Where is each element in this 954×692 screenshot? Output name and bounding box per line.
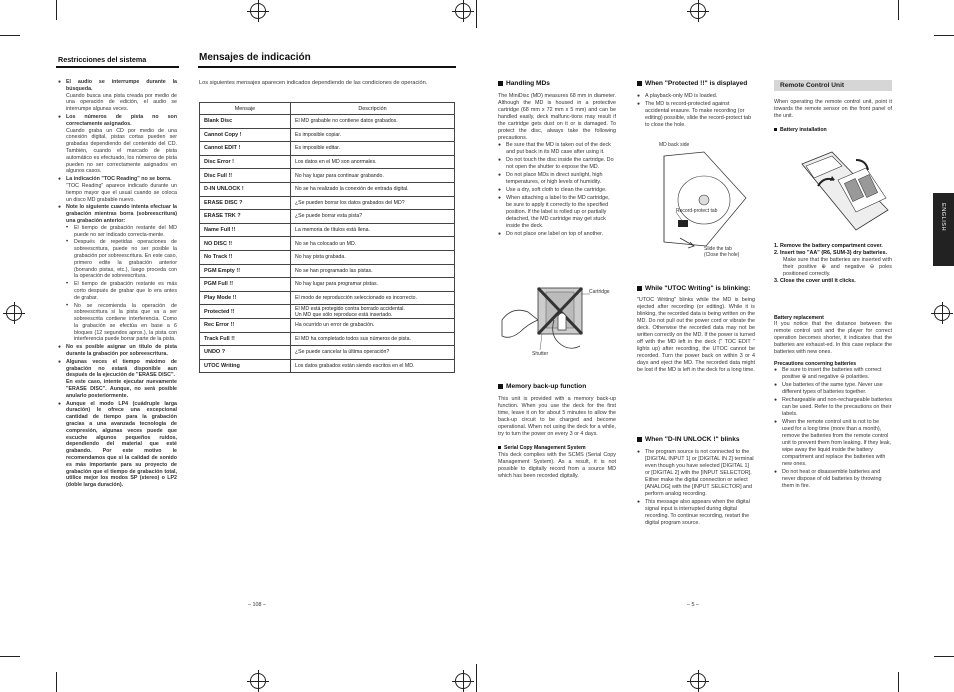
description-cell: El MD ha completado todos sus números de pista.	[291, 332, 455, 346]
backup-title: Memory back-up function	[498, 383, 616, 390]
restrictions-column	[58, 79, 177, 490]
description-cell: Es imposible editar.	[291, 142, 455, 156]
registration-mark	[934, 305, 950, 321]
registration-mark	[690, 673, 706, 689]
crop-mark	[898, 0, 899, 20]
backup-text: This unit is provided with a memory back-up function. When you use the deck for the first time, leave it on for about 5 minutes to allow the back-up circuit to be charged and become operational. When not using the deck for a while, try to turn the power on every 3 or 4 days.	[498, 396, 616, 437]
table-row	[200, 128, 455, 142]
table-row	[200, 196, 455, 210]
description-cell: Los datos grabados están siendo escritos en el MD.	[291, 359, 455, 373]
description-cell: ¿Se puede cancelar la última operación?	[291, 346, 455, 360]
message-cell: D-IN UNLOCK !	[200, 182, 291, 196]
md-handling-figure	[498, 280, 618, 362]
utoc-text: "UTOC Writing" blinks while the MD is being ejected after recording (or editing). While it is blinking, the recorded data is being written on the MD. Do not pull out the power cord or vibrate the deck. Otherwise the recorded data may not be written correctly on the MD. If the power is turned off with the MD left in the deck (" TOC EDIT " lights up) after recording, the UTOC cannot be recorded. Turn the power back on within 3 or 4 days and eject the MD. The recorded data might be lost if the MD is left in the deck for a long time.	[637, 297, 755, 373]
message-cell: Rec Error !!	[200, 318, 291, 332]
table-row	[200, 237, 455, 251]
install-step: 2. Insert two "AA" (R6, SUM-3) dry batteries.	[774, 250, 887, 256]
description-cell: Los datos en el MD son anormales.	[291, 155, 455, 169]
protected-list	[637, 93, 755, 129]
description-cell: No se han programado las pistas.	[291, 264, 455, 278]
table-row	[200, 305, 455, 319]
overwrite-item: • El tiempo de grabación restante del MD puede no ser indicado correcta-mente.	[66, 225, 177, 239]
table-row	[200, 332, 455, 346]
protected-section	[637, 80, 755, 130]
message-cell: ERASE TRK ?	[200, 210, 291, 224]
table-row	[200, 291, 455, 305]
list-item: ● When the remote control unit is not to be used for a long time (more than a month), remove the batteries from the remote control unit to prevent them from leaking. If they leak, wipe away the liquid inside the battery compartment and replace the batteries with new ones.	[774, 419, 892, 468]
table-header: Descripción	[291, 103, 455, 115]
precautions-list	[774, 367, 892, 490]
protected-title: When "Protected !!" is displayed	[637, 80, 755, 87]
dinunlock-title: When "D-IN UNLOCK !" blinks	[637, 436, 755, 443]
handling-list	[498, 142, 616, 238]
replacement-section	[774, 315, 892, 491]
table-header: Mensaje	[200, 103, 291, 115]
table-row	[200, 250, 455, 264]
description-cell: No se ha colocado un MD.	[291, 237, 455, 251]
registration-mark	[6, 305, 22, 321]
message-cell: Play Mode !!	[200, 291, 291, 305]
overwrite-item: • El tiempo de grabación restante es más corto después de grabar que lo era antes de grabar.	[66, 281, 177, 301]
intro-text: Los siguientes mensajes aparecen indicados dependiendo de las condiciones de operación.	[199, 80, 428, 86]
table-row	[200, 115, 455, 129]
dinunlock-section	[637, 436, 755, 528]
message-cell: PGM Empty !!	[200, 264, 291, 278]
list-item: ● Do not heat or disassemble batteries and never dispose of old batteries by throwing them in fire.	[774, 469, 892, 490]
crop-mark	[934, 656, 954, 657]
list-item: ● Use batteries of the same type. Never use different types of batteries together.	[774, 382, 892, 396]
scms-text: This deck complies with the SCMS (Serial Copy Management System). As a result, it is not possible to digitally record from a source MD which has been recorded digitally.	[498, 452, 616, 479]
list-item: ● A playback-only MD is loaded.	[637, 93, 755, 100]
message-cell: Cannot Copy !	[200, 128, 291, 142]
message-cell: ERASE DISC ?	[200, 196, 291, 210]
description-cell: El MD está protegido contra borrado accidental. Un MD que sólo reproduce está insertado.	[291, 305, 455, 319]
md-back-figure	[656, 142, 756, 264]
handling-intro: The MiniDisc (MD) measures 68 mm in diameter. Although the MD is housed in a protective cartridge (68 mm x 72 mm x 5 mm) and can be handled easily, deck malfunc-tions may result if the cartridge gets dust on it or is damaged. To protect the disc, always take the following precautions.	[498, 93, 616, 141]
list-item: ● Do not touch the disc inside the cartridge. Do not open the shutter to expose the MD.	[498, 157, 616, 171]
overwrite-item: • No se recomienda la operación de sobreescritura si la pista que va a ser sobreescrita contiene interferencia. Como la grabación se efectúa en base a 6 bloques (12 segundos aprox.), la pista con interferencia puede borrar parte de la pista.	[66, 303, 177, 344]
remote-section	[774, 80, 892, 133]
install-step-note: Make sure that the batteries are inserted with their positive ⊕ and negative ⊖ poles positioned correctly.	[783, 257, 892, 277]
description-cell: El modo de reproducción seleccionado es incorrecto.	[291, 291, 455, 305]
dinunlock-list	[637, 449, 755, 527]
table-row	[200, 142, 455, 156]
description-cell: La memoria de títulos está llena.	[291, 223, 455, 237]
description-cell: No hay lugar para programar pistas.	[291, 278, 455, 292]
table-row	[200, 155, 455, 169]
remote-intro: When operating the remote control unit, point it towards the remote sensor on the front panel of the unit.	[774, 99, 892, 119]
crop-mark	[0, 656, 20, 657]
table-row	[200, 169, 455, 183]
restriction-item: ● Note lo siguiente cuando intenta efectuar la grabación mientras borra (sobreescritura) una grabación anterior: • El tiempo de grabación restante del MD puede no ser indicado correcta-mente. • Después de repetidas operaciones de sobreescritura, puede no ser posible la grabación por sobreescritura. En este caso, primero edite la grabación anterior (borrando pistas, etc.), luego proceda con la operación de sobreescritura. • El tiempo de grabación restante es más corto después de grabar que lo era antes de grabar. • No se recomienda la operación de sobreescritura si la pista que va a ser sobreescrita contiene interferencia. Como la grabación se efectúa en base a 6 bloques (12 segundos aprox.), la pista con interferencia puede borrar parte de la pista.	[58, 204, 177, 343]
crop-mark	[898, 672, 899, 692]
table-row	[200, 278, 455, 292]
restriction-item: ● Algunas veces el tiempo máximo de grabación no estará disponible aun después de la ejecución de "ERASE DISC". En este caso, intente ejecutar nuevamente "ERASE DISC". Aunque, no será posible anularlo posteriormente.	[58, 359, 177, 400]
utoc-title: While "UTOC Writing" is blinking:	[637, 284, 755, 293]
messages-table	[199, 102, 455, 373]
list-item: ● Use a dry, soft cloth to clean the cartridge.	[498, 187, 616, 194]
scms-title: Serial Copy Management System	[498, 445, 616, 451]
slide-label: Slide the tab (Close the hole)	[704, 246, 740, 258]
replacement-text: If you notice that the distance between the remote control unit and the player for correct operation becomes shorter, it indicates that the batteries are exhaust-ed. In this case replace the batteries with new ones.	[774, 321, 892, 355]
description-cell: ¿Se puede borrar esta pista?	[291, 210, 455, 224]
tab-label: Record-protect tab	[676, 208, 718, 214]
message-cell: Disc Full !!	[200, 169, 291, 183]
list-item: ● The program source is not connected to the [DIGITAL INPUT 1] or [DIGITAL IN 2] terminal even though you have selected [DIGITAL 1] or [DIGITAL 2] with the [INPUT SELECTOR]. Either make the digital connection or select [ANALOG] with the [INPUT SELECTOR] and perform analog recording.	[637, 449, 755, 498]
utoc-section	[637, 284, 755, 374]
list-item: ● This message also appears when the digital signal input is interrupted during digital recording. To continue recording, restart the digital program source.	[637, 499, 755, 527]
list-item: ● Do not place MDs in direct sunlight, high temperatures, or high levels of humidity.	[498, 172, 616, 186]
install-steps	[774, 243, 892, 285]
table-row	[200, 346, 455, 360]
message-cell: UTOC Writing	[200, 359, 291, 373]
battery-install-title: Battery installation	[774, 127, 892, 133]
description-cell: El MD grabable no contiene datos grabados.	[291, 115, 455, 129]
crop-mark	[56, 672, 57, 692]
description-cell: ¿Se pueden borrar los datos grabados del MD?	[291, 196, 455, 210]
list-item: ● Rechargeable and non-rechargeable batteries can be used. Refer to the precautions on their labels.	[774, 397, 892, 418]
fold-mark	[476, 664, 477, 692]
message-cell: Track Full !!	[200, 332, 291, 346]
list-item: ● Do not place one label on top of another.	[498, 231, 616, 238]
registration-mark	[690, 3, 706, 19]
message-cell: Name Full !!	[200, 223, 291, 237]
restriction-item: ● Aunque el modo LP4 (cuádruple larga duración) le ofrece una excepcional cantidad de tiempo para la grabación gracias a una avanzada tecnología de compresión, algunas veces puede que escuche algunos pequeños ruidos, dependiendo del material que esté grabando. Por este motivo le recomendamos que si la calidad de sonido es más importante para su proyecto de grabación que el tiempo de grabación total, utilice mejor los modos SP (stereo) o LP2 (doble larga duración).	[58, 401, 177, 489]
description-cell: No hay pista grabada.	[291, 250, 455, 264]
table-row	[200, 264, 455, 278]
message-cell: UNDO ?	[200, 346, 291, 360]
md-back-label: MD back side	[659, 142, 690, 148]
message-cell: Blank Disc	[200, 115, 291, 129]
description-cell: No se ha realizado la conexión de entrada digital.	[291, 182, 455, 196]
overwrite-item: • Después de repetidas operaciones de sobreescritura, puede no ser posible la grabación por sobreescritura. En este caso, primero edite la grabación anterior (borrando pistas, etc.), luego proceda con la operación de sobreescritura.	[66, 239, 177, 280]
remote-title: Remote Control Unit	[774, 80, 892, 91]
precautions-title: Precautions concerning batteries	[774, 361, 857, 367]
crop-mark	[56, 0, 57, 20]
list-item: ● When attaching a label to the MD cartridge, be sure to apply it correctly to the specified position. If the label is rolled up or partially detached, the MD cartridge may get stuck inside the deck.	[498, 195, 616, 230]
install-step: 3. Close the cover until it clicks.	[774, 278, 856, 284]
table-row	[200, 182, 455, 196]
side-language-tab: ENGLISH	[933, 193, 954, 266]
handling-title: Handling MDs	[498, 80, 616, 87]
list-item: ● Be sure that the MD is taken out of the deck and put back in its MD case after using it.	[498, 142, 616, 156]
cartridge-label: Cartridge	[589, 289, 610, 295]
install-step: 1. Remove the battery compartment cover.	[774, 243, 883, 249]
restriction-item: ● No es posible asignar un título de pista durante la grabación por sobreescritura.	[58, 344, 177, 358]
registration-mark	[455, 3, 471, 19]
message-cell: No Track !!	[200, 250, 291, 264]
restriction-item: ● La indicación "TOC Reading" no se borra. "TOC Reading" aparece indicado durante un tiempo mayor que el usual cuando se coloca un disco MD grabable nuevo.	[58, 176, 177, 203]
message-cell: NO DISC !!	[200, 237, 291, 251]
battery-figure	[792, 150, 892, 238]
registration-mark	[250, 3, 266, 19]
section-header: Restricciones del sistema	[58, 55, 147, 64]
page-title: Mensajes de indicación	[199, 52, 311, 63]
crop-mark	[0, 35, 20, 36]
registration-mark	[250, 673, 266, 689]
fold-mark	[476, 0, 477, 28]
table-row	[200, 359, 455, 373]
header-rule	[198, 66, 456, 68]
description-cell: No hay lugar para continuar grabando.	[291, 169, 455, 183]
description-cell: Es imposible copiar.	[291, 128, 455, 142]
message-cell: Cannot EDIT !	[200, 142, 291, 156]
header-rule	[56, 66, 179, 68]
restriction-item: ● El audio se interrumpe durante la búsqueda. Cuando busca una pista creada por medio de una operación de edición, el audio se interrumpe algunas veces.	[58, 79, 177, 113]
description-cell: Ha ocurrido un error de grabación.	[291, 318, 455, 332]
restriction-item: ● Los números de pista no son correctamente asignados. Cuando graba un CD por medio de una conexión digital, pistas cortas pueden ser grabadas dependiendo del contenido del CD. También, cuando el marcado de pista automático es efectuado, los números de pista pueden no ser correctamente asignados en algunos casos.	[58, 114, 177, 175]
shutter-label: Shutter	[532, 351, 549, 357]
message-cell: Protected !!	[200, 305, 291, 319]
list-item: ● The MD is record-protected against accidental erasure. To make recording (or editing) possible, slide the record-protect tab to close the hole.	[637, 101, 755, 129]
table-row	[200, 223, 455, 237]
table-row	[200, 210, 455, 224]
registration-mark	[455, 673, 471, 689]
page-number-left: – 108 –	[248, 602, 266, 608]
table-row	[200, 318, 455, 332]
message-cell: PGM Full !!	[200, 278, 291, 292]
handling-section	[498, 80, 616, 239]
list-item: ● Be sure to insert the batteries with correct positive ⊕ and negative ⊖ polarities.	[774, 367, 892, 381]
crop-mark	[934, 35, 954, 36]
page-number-right: – 5 –	[687, 602, 699, 608]
backup-section	[498, 383, 616, 480]
message-cell: Disc Error !	[200, 155, 291, 169]
replacement-title: Battery replacement	[774, 315, 824, 321]
